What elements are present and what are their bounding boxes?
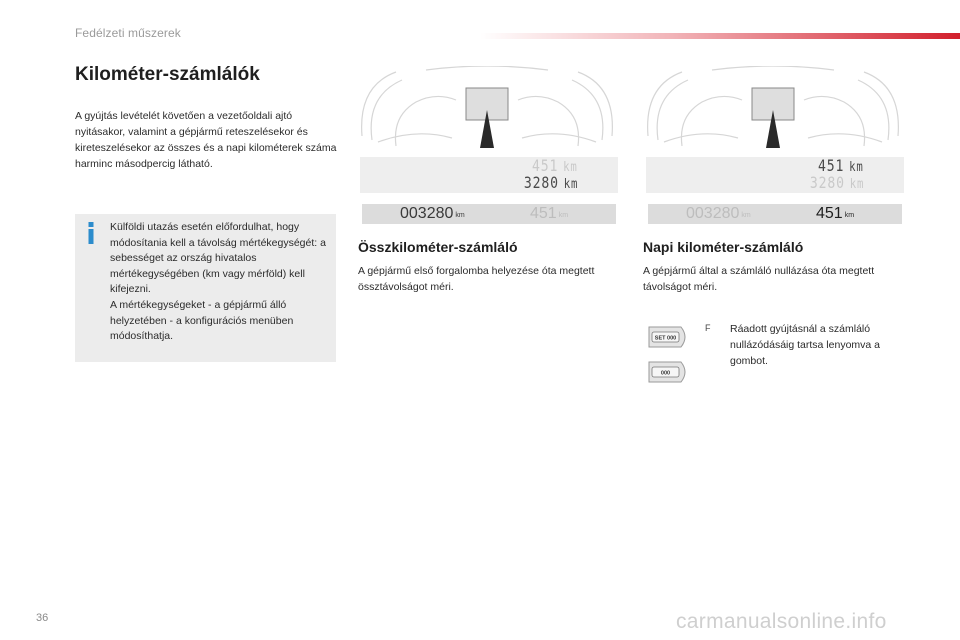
total-reading: 3280 km [523,173,578,192]
trip-reading: 451 km [532,156,578,175]
info-icon [84,222,98,244]
instrument-cluster-illustration [642,66,904,156]
trip-section-text: A gépjármű által a számláló nullázása óta megtett távolságot méri. [643,265,875,293]
reset-button-illustration [647,359,691,385]
section-header: Fedélzeti műszerek [75,26,181,40]
page-title: Kilométer-számlálók [75,64,260,85]
bullet-icon: F [705,323,711,333]
odometer-strip-trip [648,204,902,224]
odometer-total: 003280 km [686,205,751,222]
odometer-total: 003280 km [400,205,465,222]
odometer-trip: 451 km [530,205,569,222]
button-reset-label: 000 [660,370,671,377]
page-number: 36 [36,612,49,624]
mileage-display-total [360,157,618,193]
odometer-strip-total [362,204,616,224]
instrument-cluster-illustration [356,66,618,156]
trip-reading: 451 km [818,156,864,175]
header-rule [480,33,960,39]
trip-section-title: Napi kilométer-számláló [643,239,804,255]
total-section-title: Összkilométer-számláló [358,239,518,255]
button-set-label: SET 000 [654,335,677,342]
intro-paragraph: A gyújtás levételét követően a vezetőoldali ajtó nyitásakor, valamint a gépjármű reteszelésekor és kireteszelésekor az összes és a napi kilométerek száma harminc másodpercig látható. [75,110,337,170]
total-reading: 3280 km [809,173,864,192]
watermark: carmanualsonline.info [676,610,887,633]
info-text: Külföldi utazás esetén előfordulhat, hogy módosítania kell a távolság mértékegységét: a sebességet az ország hivatalos mértékegységében (km vagy mérföld) kell kifejezni. A mértékegységeket - a gépjármű álló helyzetében - a konfigurációs menüben módosíthatja. [110,221,326,343]
mileage-display-trip [646,157,904,193]
odometer-trip: 451 km [816,205,855,222]
reset-instruction: Ráadott gyújtásnál a számláló nullázódásáig tartsa lenyomva a gombot. [730,323,881,367]
total-section-text: A gépjármű első forgalomba helyezése óta megtett össztávolságot méri. [358,265,595,293]
set-reset-button-illustration [647,324,691,350]
